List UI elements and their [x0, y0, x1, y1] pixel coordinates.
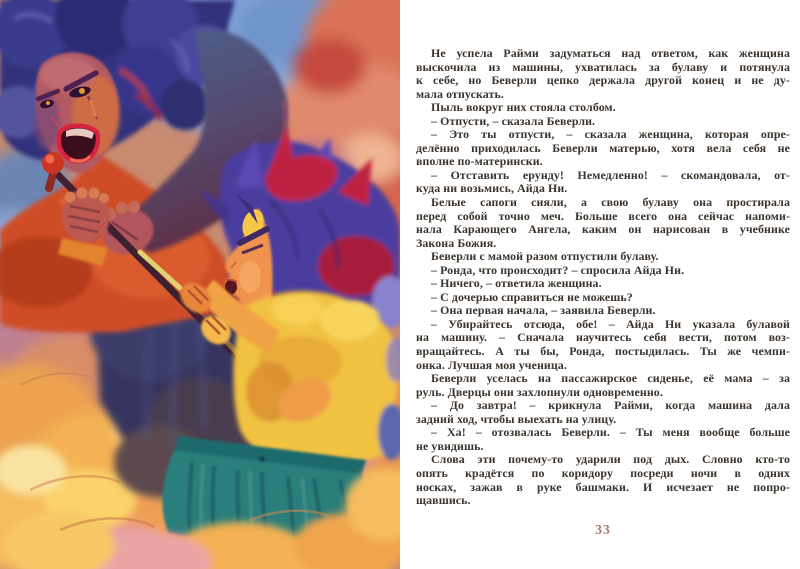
- text-line: перед собой точно меч. Больше всего она сейчас напоми-: [416, 208, 790, 223]
- text-line: – Ронда, что происходит? – спросила Айда Ни.: [431, 262, 685, 277]
- text-line: Пыль вокруг них стояла столбом.: [431, 100, 616, 115]
- text-line: – Ха! – отозвалась Беверли. – Ты меня вообще больше: [431, 425, 790, 440]
- text-line: вполне по-матерински.: [416, 154, 543, 169]
- text-line: – Отставить ерунду! Немедленно! – скомандовала, от-: [431, 167, 790, 182]
- text-page: [400, 0, 800, 569]
- text-line: на машину. – Сначала научитесь себя вести, потом воз-: [416, 330, 790, 345]
- text-line: задний ход, чтобы выехать на улицу.: [416, 411, 617, 426]
- text-line: – Ничего, – ответила женщина.: [431, 276, 602, 291]
- text-line: куда ни возьмись, Айда Ни.: [416, 181, 568, 196]
- page-text: [416, 47, 790, 508]
- text-line: – Это ты отпусти, – сказала женщина, которая опре-: [431, 127, 790, 142]
- baton-knob: [42, 152, 64, 174]
- text-line: нала Карающего Ангела, каким он нарисован в учебнике: [416, 222, 790, 237]
- text-line: делённо приходилась Беверли матерью, хотя вела себя не: [416, 140, 790, 155]
- text-line: щавшись.: [416, 493, 471, 508]
- text-line: опять крадётся по коридору посреди ночи в одних: [416, 465, 790, 480]
- text-line: онка. Лучшая моя ученица.: [416, 357, 567, 372]
- text-line: носках, зажав в руке башмаки. И исчезает не попро-: [416, 479, 790, 494]
- text-line: Не успела Райми задуматься над ответом, как женщина: [431, 46, 790, 60]
- text-line: не увидишь.: [416, 438, 484, 453]
- text-line: – Отпусти, – сказала Беверли.: [431, 113, 596, 128]
- text-line: к себе, но Беверли цепко держала другой конец и не ду-: [416, 73, 790, 88]
- text-line: мала отпускать.: [416, 86, 504, 101]
- text-line: руль. Дверцы они захлопнули одновременно.: [416, 384, 663, 399]
- text-line: – Убирайтесь отсюда, обе! – Айда Ни указала булавой: [431, 316, 790, 331]
- text-line: Белые сапоги сияли, а свою булаву она простирала: [431, 195, 790, 210]
- text-line: вращайтесь. А ты бы, Ронда, постыдилась. Ты же чемпи-: [416, 344, 790, 359]
- text-line: – Она первая начала, – заявила Беверли.: [431, 303, 656, 318]
- woman-fist: [58, 188, 110, 267]
- text-line: Закона Божия.: [416, 235, 497, 250]
- text-line: Беверли с мамой разом отпустили булаву.: [431, 249, 659, 264]
- text-line: Слова эти почему-то ударили под дых. Словно кто-то: [431, 452, 790, 467]
- text-line: – До завтра! – крикнула Райми, когда машина дала: [431, 398, 790, 413]
- text-line: – С дочерью справиться не можешь?: [431, 289, 633, 304]
- page-number: 33: [595, 522, 611, 537]
- text-line: Беверли уселась на пассажирское сиденье, её мама – за: [431, 371, 790, 386]
- text-line: выскочила из машины, ухватилась за булаву и потянула: [416, 59, 790, 74]
